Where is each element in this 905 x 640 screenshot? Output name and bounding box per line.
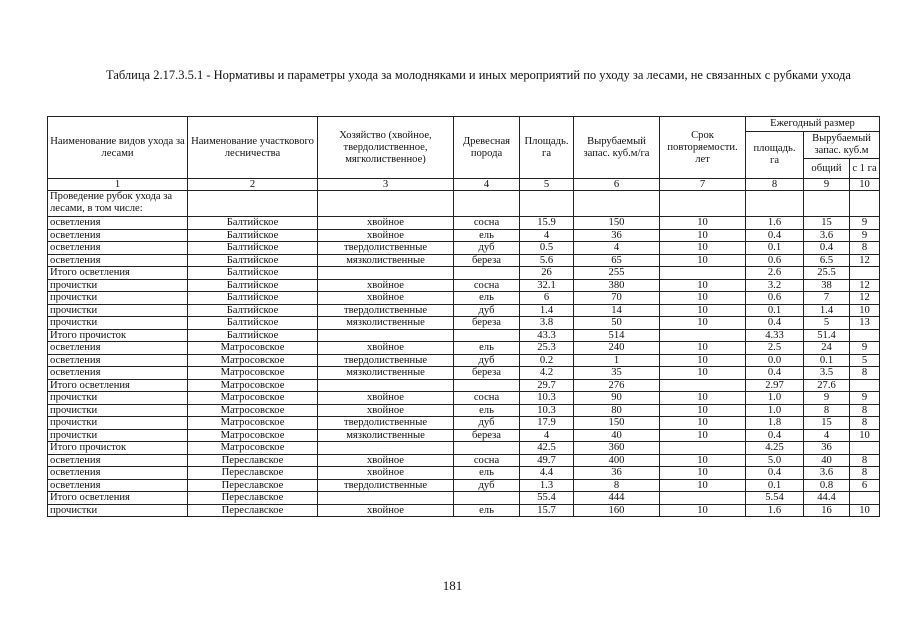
table-cell: 160 bbox=[574, 504, 660, 517]
table-cell: сосна bbox=[454, 217, 520, 230]
table-cell: Матросовское bbox=[188, 392, 318, 405]
table-cell: дуб bbox=[454, 354, 520, 367]
table-cell: 14 bbox=[574, 304, 660, 317]
table-cell: 10.3 bbox=[520, 392, 574, 405]
table-cell: 0.1 bbox=[746, 479, 804, 492]
table-cell: ель bbox=[454, 504, 520, 517]
table-cell: сосна bbox=[454, 392, 520, 405]
table-cell bbox=[318, 442, 454, 455]
table-cell: 6 bbox=[850, 479, 880, 492]
table-cell: Переславское bbox=[188, 492, 318, 505]
header-type: Наименование видов ухода за лесами bbox=[48, 117, 188, 179]
table-cell: 5 bbox=[804, 317, 850, 330]
table-cell: 10 bbox=[660, 304, 746, 317]
table-cell: береза bbox=[454, 254, 520, 267]
table-cell: 5 bbox=[850, 354, 880, 367]
table-cell: Переславское bbox=[188, 454, 318, 467]
table-cell: 17.9 bbox=[520, 417, 574, 430]
table-cell: Матросовское bbox=[188, 354, 318, 367]
table-cell bbox=[660, 329, 746, 342]
table-cell: Итого осветления bbox=[48, 267, 188, 280]
table-cell: 1.0 bbox=[746, 392, 804, 405]
table-cell: 8 bbox=[850, 367, 880, 380]
table-cell: 444 bbox=[574, 492, 660, 505]
table-row bbox=[48, 354, 880, 367]
table-cell: 4 bbox=[520, 429, 574, 442]
table-cell: ель bbox=[454, 292, 520, 305]
table-cell: мязколиственные bbox=[318, 317, 454, 330]
table-cell: 44.4 bbox=[804, 492, 850, 505]
header-area: Площадь. га bbox=[520, 117, 574, 179]
table-cell: осветления bbox=[48, 342, 188, 355]
table-cell: 10 bbox=[660, 404, 746, 417]
table-cell: 0.4 bbox=[746, 467, 804, 480]
table-cell: 10 bbox=[850, 304, 880, 317]
table-cell: 50 bbox=[574, 317, 660, 330]
table-cell: 0.6 bbox=[746, 292, 804, 305]
table-cell bbox=[850, 267, 880, 280]
table-cell: 380 bbox=[574, 279, 660, 292]
table-cell: Балтийское bbox=[188, 329, 318, 342]
table-cell: 3.6 bbox=[804, 467, 850, 480]
table-cell: Итого осветления bbox=[48, 492, 188, 505]
table-cell: твердолиственные bbox=[318, 479, 454, 492]
column-number-row bbox=[48, 179, 880, 191]
table-cell: 0.1 bbox=[746, 304, 804, 317]
table-cell: 514 bbox=[574, 329, 660, 342]
table-cell bbox=[318, 267, 454, 280]
column-number: 8 bbox=[746, 179, 804, 191]
table-cell bbox=[850, 329, 880, 342]
table-cell: 26 bbox=[520, 267, 574, 280]
table-cell: 1.6 bbox=[746, 217, 804, 230]
table-cell: 9 bbox=[850, 342, 880, 355]
header-annual-per-ha: с 1 га bbox=[850, 159, 880, 179]
table-cell: Матросовское bbox=[188, 404, 318, 417]
table-cell: прочистки bbox=[48, 392, 188, 405]
table-cell: Итого прочисток bbox=[48, 329, 188, 342]
table-cell: 0.4 bbox=[804, 242, 850, 255]
table-cell: береза bbox=[454, 317, 520, 330]
table-cell: 25.3 bbox=[520, 342, 574, 355]
table-cell: 0.4 bbox=[746, 429, 804, 442]
table-cell: 1.4 bbox=[804, 304, 850, 317]
table-row bbox=[48, 329, 880, 342]
table-cell: 7 bbox=[804, 292, 850, 305]
table-cell: хвойное bbox=[318, 454, 454, 467]
table-cell: 0.4 bbox=[746, 367, 804, 380]
header-annual: Ежегодный размер bbox=[746, 117, 880, 132]
column-number: 5 bbox=[520, 179, 574, 191]
table-cell: 4 bbox=[574, 242, 660, 255]
table-cell: 360 bbox=[574, 442, 660, 455]
table-cell: 10 bbox=[850, 504, 880, 517]
table-cell: 10 bbox=[850, 429, 880, 442]
table-cell: 5.6 bbox=[520, 254, 574, 267]
header-annual-volume: Вырубаемый запас. куб.м bbox=[804, 132, 880, 159]
column-number: 4 bbox=[454, 179, 520, 191]
table-cell bbox=[454, 492, 520, 505]
table-cell: 1.0 bbox=[746, 404, 804, 417]
table-cell: 3.5 bbox=[804, 367, 850, 380]
table-cell: дуб bbox=[454, 242, 520, 255]
table-cell: Балтийское bbox=[188, 254, 318, 267]
table-cell: Балтийское bbox=[188, 317, 318, 330]
forest-care-table bbox=[47, 116, 880, 517]
table-cell: 150 bbox=[574, 217, 660, 230]
table-row bbox=[48, 367, 880, 380]
table-cell: 0.1 bbox=[746, 242, 804, 255]
table-cell: твердолиственные bbox=[318, 354, 454, 367]
table-cell: 15 bbox=[804, 217, 850, 230]
table-cell: 27.6 bbox=[804, 379, 850, 392]
table-cell bbox=[660, 492, 746, 505]
table-row bbox=[48, 279, 880, 292]
table-cell: 2.97 bbox=[746, 379, 804, 392]
table-cell bbox=[318, 492, 454, 505]
table-cell: 4.25 bbox=[746, 442, 804, 455]
table-cell: 0.4 bbox=[746, 229, 804, 242]
table-row bbox=[48, 492, 880, 505]
table-cell: 10.3 bbox=[520, 404, 574, 417]
table-row bbox=[48, 292, 880, 305]
table-cell: прочистки bbox=[48, 317, 188, 330]
table-cell: 255 bbox=[574, 267, 660, 280]
table-cell: твердолиственные bbox=[318, 242, 454, 255]
table-cell: 36 bbox=[574, 467, 660, 480]
intro-label: Проведение рубок ухода за лесами, в том числе: bbox=[48, 191, 188, 217]
table-cell: Балтийское bbox=[188, 229, 318, 242]
table-cell: 65 bbox=[574, 254, 660, 267]
table-cell: 35 bbox=[574, 367, 660, 380]
table-cell: сосна bbox=[454, 279, 520, 292]
table-cell: 49.7 bbox=[520, 454, 574, 467]
table-cell: 25.5 bbox=[804, 267, 850, 280]
table-row bbox=[48, 429, 880, 442]
table-cell: прочистки bbox=[48, 304, 188, 317]
table-cell: хвойное bbox=[318, 292, 454, 305]
table-cell: мязколиственные bbox=[318, 254, 454, 267]
table-cell: хвойное bbox=[318, 217, 454, 230]
table-cell: ель bbox=[454, 467, 520, 480]
table-cell: 0.6 bbox=[746, 254, 804, 267]
table-cell: 9 bbox=[850, 392, 880, 405]
table-row bbox=[48, 242, 880, 255]
table-cell: осветления bbox=[48, 217, 188, 230]
table-cell: Матросовское bbox=[188, 429, 318, 442]
table-row bbox=[48, 454, 880, 467]
table-row bbox=[48, 342, 880, 355]
table-cell: хвойное bbox=[318, 467, 454, 480]
column-number: 7 bbox=[660, 179, 746, 191]
table-cell: 9 bbox=[850, 217, 880, 230]
table-cell: осветления bbox=[48, 242, 188, 255]
table-cell: осветления bbox=[48, 467, 188, 480]
table-cell: 16 bbox=[804, 504, 850, 517]
table-cell: 0.2 bbox=[520, 354, 574, 367]
table-cell bbox=[318, 329, 454, 342]
table-cell: 8 bbox=[850, 417, 880, 430]
table-cell: 15 bbox=[804, 417, 850, 430]
table-cell: сосна bbox=[454, 454, 520, 467]
table-cell: 15.9 bbox=[520, 217, 574, 230]
table-cell: 10 bbox=[660, 292, 746, 305]
table-cell: прочистки bbox=[48, 292, 188, 305]
column-number: 9 bbox=[804, 179, 850, 191]
table-cell: хвойное bbox=[318, 279, 454, 292]
table-cell: береза bbox=[454, 429, 520, 442]
page-number: 181 bbox=[442, 578, 463, 593]
table-cell: 3.6 bbox=[804, 229, 850, 242]
table-cell: 8 bbox=[850, 467, 880, 480]
table-cell bbox=[660, 442, 746, 455]
table-cell: 400 bbox=[574, 454, 660, 467]
table-row bbox=[48, 229, 880, 242]
table-cell: 10 bbox=[660, 254, 746, 267]
table-cell: 8 bbox=[850, 454, 880, 467]
header-annual-total: общий bbox=[804, 159, 850, 179]
column-number: 2 bbox=[188, 179, 318, 191]
table-cell: 80 bbox=[574, 404, 660, 417]
table-cell: 43.3 bbox=[520, 329, 574, 342]
table-cell: Балтийское bbox=[188, 304, 318, 317]
table-cell: 6 bbox=[520, 292, 574, 305]
header-annual-area: площадь. га bbox=[746, 132, 804, 179]
table-cell bbox=[660, 267, 746, 280]
table-row bbox=[48, 304, 880, 317]
table-cell: Матросовское bbox=[188, 442, 318, 455]
table-cell: 10 bbox=[660, 454, 746, 467]
table-cell: хвойное bbox=[318, 342, 454, 355]
table-cell: 0.8 bbox=[804, 479, 850, 492]
table-cell: береза bbox=[454, 367, 520, 380]
table-row bbox=[48, 392, 880, 405]
table-cell: осветления bbox=[48, 229, 188, 242]
table-cell: 55.4 bbox=[520, 492, 574, 505]
table-cell: 3.8 bbox=[520, 317, 574, 330]
table-cell: Балтийское bbox=[188, 242, 318, 255]
table-cell: 9 bbox=[804, 392, 850, 405]
table-cell: 10 bbox=[660, 342, 746, 355]
header-period: Срок повторяемости. лет bbox=[660, 117, 746, 179]
table-cell: 1.6 bbox=[746, 504, 804, 517]
table-cell: осветления bbox=[48, 254, 188, 267]
table-cell: мязколиственные bbox=[318, 429, 454, 442]
table-cell: Матросовское bbox=[188, 342, 318, 355]
table-cell: Итого прочисток bbox=[48, 442, 188, 455]
table-cell: 8 bbox=[850, 404, 880, 417]
table-cell: Матросовское bbox=[188, 379, 318, 392]
table-cell: прочистки bbox=[48, 417, 188, 430]
table-row bbox=[48, 467, 880, 480]
table-cell: 51.4 bbox=[804, 329, 850, 342]
table-cell: 1.4 bbox=[520, 304, 574, 317]
table-cell: 8 bbox=[804, 404, 850, 417]
table-cell: 1.8 bbox=[746, 417, 804, 430]
header-volume: Вырубаемый запас. куб.м/га bbox=[574, 117, 660, 179]
table-cell: 2.6 bbox=[746, 267, 804, 280]
table-row bbox=[48, 217, 880, 230]
table-cell: ель bbox=[454, 404, 520, 417]
table-cell bbox=[454, 442, 520, 455]
table-row bbox=[48, 479, 880, 492]
table-cell: 10 bbox=[660, 367, 746, 380]
table-cell: осветления bbox=[48, 367, 188, 380]
table-row bbox=[48, 417, 880, 430]
table-cell: 12 bbox=[850, 279, 880, 292]
table-row bbox=[48, 267, 880, 280]
table-cell: 10 bbox=[660, 392, 746, 405]
table-row bbox=[48, 317, 880, 330]
table-cell bbox=[454, 329, 520, 342]
table-row bbox=[48, 442, 880, 455]
table-cell: осветления bbox=[48, 454, 188, 467]
table-cell: 9 bbox=[850, 229, 880, 242]
table-cell: 90 bbox=[574, 392, 660, 405]
table-cell: 150 bbox=[574, 417, 660, 430]
table-cell: прочистки bbox=[48, 504, 188, 517]
table-cell: Переславское bbox=[188, 504, 318, 517]
table-caption: Таблица 2.17.3.5.1 - Нормативы и параметры ухода за молодняками и иных мероприятий по уходу за лесами, не связанных с рубками ухода bbox=[106, 68, 851, 82]
column-number: 6 bbox=[574, 179, 660, 191]
table-cell: 29.7 bbox=[520, 379, 574, 392]
table-cell: 10 bbox=[660, 217, 746, 230]
table-cell: 2.5 bbox=[746, 342, 804, 355]
table-cell: 4.2 bbox=[520, 367, 574, 380]
table-cell: Балтийское bbox=[188, 267, 318, 280]
table-cell: 10 bbox=[660, 229, 746, 242]
table-cell: 5.0 bbox=[746, 454, 804, 467]
table-cell: 4.33 bbox=[746, 329, 804, 342]
table-cell: хвойное bbox=[318, 229, 454, 242]
table-cell: 40 bbox=[804, 454, 850, 467]
table-cell: хвойное bbox=[318, 392, 454, 405]
table-cell: Матросовское bbox=[188, 417, 318, 430]
table-cell: 10 bbox=[660, 242, 746, 255]
table-cell: дуб bbox=[454, 417, 520, 430]
table-cell: 8 bbox=[850, 242, 880, 255]
table-cell bbox=[454, 267, 520, 280]
table-cell: 12 bbox=[850, 292, 880, 305]
table-cell: 8 bbox=[574, 479, 660, 492]
table-cell: ель bbox=[454, 229, 520, 242]
table-cell: Балтийское bbox=[188, 279, 318, 292]
table-cell: Матросовское bbox=[188, 367, 318, 380]
table-row bbox=[48, 504, 880, 517]
table-cell: 36 bbox=[804, 442, 850, 455]
table-cell bbox=[850, 379, 880, 392]
table-cell: 4 bbox=[520, 229, 574, 242]
table-cell: 240 bbox=[574, 342, 660, 355]
table-row bbox=[48, 379, 880, 392]
table-cell: хвойное bbox=[318, 404, 454, 417]
table-cell: ель bbox=[454, 342, 520, 355]
table-cell: твердолиственные bbox=[318, 304, 454, 317]
table-cell: Итого осветления bbox=[48, 379, 188, 392]
header-forestry: Наименование участкового лесничества bbox=[188, 117, 318, 179]
table-cell: 4.4 bbox=[520, 467, 574, 480]
table-cell: 15.7 bbox=[520, 504, 574, 517]
table-cell bbox=[660, 379, 746, 392]
table-cell: твердолиственные bbox=[318, 417, 454, 430]
table-cell bbox=[318, 379, 454, 392]
table-cell: осветления bbox=[48, 479, 188, 492]
table-cell: 13 bbox=[850, 317, 880, 330]
column-number: 3 bbox=[318, 179, 454, 191]
table-cell: Переславское bbox=[188, 467, 318, 480]
table-cell: 0.1 bbox=[804, 354, 850, 367]
table-cell: 3.2 bbox=[746, 279, 804, 292]
table-cell: 12 bbox=[850, 254, 880, 267]
table-cell: 10 bbox=[660, 467, 746, 480]
table-cell: 70 bbox=[574, 292, 660, 305]
table-cell: 10 bbox=[660, 354, 746, 367]
table-cell: 10 bbox=[660, 479, 746, 492]
table-cell: 6.5 bbox=[804, 254, 850, 267]
table-cell: 1 bbox=[574, 354, 660, 367]
table-row bbox=[48, 254, 880, 267]
table-cell: 10 bbox=[660, 429, 746, 442]
table-cell: 10 bbox=[660, 279, 746, 292]
table-cell: 0.4 bbox=[746, 317, 804, 330]
header-economy: Хозяйство (хвойное, твердолиственное, мягколиственное) bbox=[318, 117, 454, 179]
table-cell bbox=[850, 442, 880, 455]
table-cell: 10 bbox=[660, 417, 746, 430]
table-cell: прочистки bbox=[48, 429, 188, 442]
table-cell: 0.0 bbox=[746, 354, 804, 367]
table-cell: 276 bbox=[574, 379, 660, 392]
table-cell: прочистки bbox=[48, 404, 188, 417]
column-number: 1 bbox=[48, 179, 188, 191]
table-cell: дуб bbox=[454, 304, 520, 317]
table-cell: хвойное bbox=[318, 504, 454, 517]
column-number: 10 bbox=[850, 179, 880, 191]
table-row bbox=[48, 404, 880, 417]
table-cell: дуб bbox=[454, 479, 520, 492]
table-cell: 40 bbox=[574, 429, 660, 442]
table-cell: Переславское bbox=[188, 479, 318, 492]
table-cell: прочистки bbox=[48, 279, 188, 292]
intro-row bbox=[48, 191, 880, 217]
table-cell: 5.54 bbox=[746, 492, 804, 505]
table-cell bbox=[454, 379, 520, 392]
table-cell: 10 bbox=[660, 504, 746, 517]
table-cell: 4 bbox=[804, 429, 850, 442]
table-cell: Балтийское bbox=[188, 292, 318, 305]
table-cell bbox=[850, 492, 880, 505]
header-species: Древесная порода bbox=[454, 117, 520, 179]
table-cell: 38 bbox=[804, 279, 850, 292]
table-cell: осветления bbox=[48, 354, 188, 367]
table-cell: 36 bbox=[574, 229, 660, 242]
table-cell: 1.3 bbox=[520, 479, 574, 492]
table-cell: Балтийское bbox=[188, 217, 318, 230]
table-cell: 42.5 bbox=[520, 442, 574, 455]
table-cell: 0.5 bbox=[520, 242, 574, 255]
table-cell: 32.1 bbox=[520, 279, 574, 292]
table-cell: 24 bbox=[804, 342, 850, 355]
table-cell: 10 bbox=[660, 317, 746, 330]
table-cell: мязколиственные bbox=[318, 367, 454, 380]
